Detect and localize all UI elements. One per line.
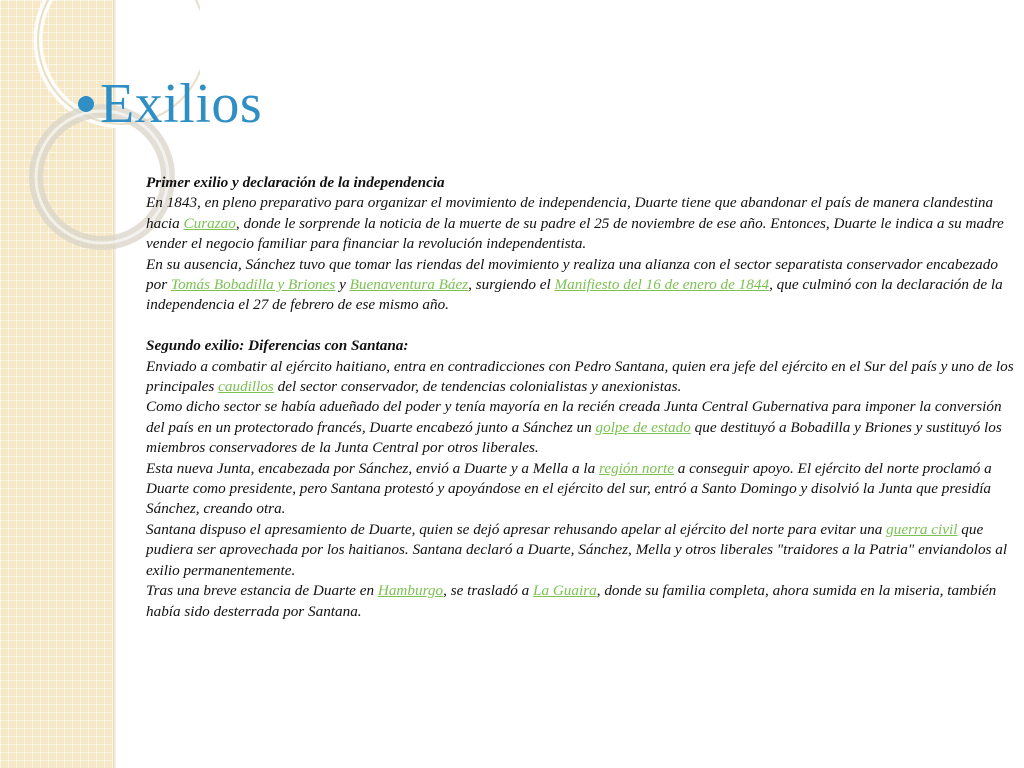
section-heading-1: Primer exilio y declaración de la independencia: [146, 174, 445, 191]
text-run: que pudiera ser aprovechada por los haitianos. Santana declaró a Duarte, Sánchez, Mella y otros liberales "traidores a la Patria" enviandolos al exilio permanentemente.: [146, 520, 1008, 579]
text-run: que destituyó a Bobadilla y Briones y sustituyó los miembros conservadores de la Junta Central por otros liberales.: [146, 418, 1002, 457]
link-caudillos[interactable]: caudillos: [218, 378, 274, 396]
text-run: , surgiendo el: [468, 276, 555, 294]
link-la-guaira[interactable]: La Guaira: [533, 582, 597, 600]
text-run: a conseguir apoyo. El ejército del norte proclamó a Duarte como presidente, pero Santana protestó y apoyándose en el ejército del sur, entró a Santo Domingo y disolvió la Junta que presidía Sánchez, creando otra.: [146, 459, 992, 518]
paragraph: [146, 581, 1014, 622]
link-tomas-bobadilla[interactable]: Tomás Bobadilla y Briones: [170, 276, 336, 294]
text-run: , se trasladó a: [443, 582, 533, 600]
link-guerra-civil[interactable]: guerra civil: [886, 520, 958, 538]
section-heading-2: Segundo exilio: Diferencias con Santana:: [146, 337, 409, 355]
slide-title: Exilios: [100, 73, 263, 135]
text-run: y: [335, 276, 350, 294]
paragraph: [146, 459, 1014, 520]
paragraph: [146, 193, 1014, 254]
link-manifiesto[interactable]: Manifiesto del 16 de enero de 1844: [554, 276, 770, 294]
text-run: Tras una breve estancia de Duarte en: [146, 582, 378, 600]
text-run: del sector conservador, de tendencias colonialistas y anexionistas.: [273, 378, 682, 396]
link-golpe-de-estado[interactable]: golpe de estado: [595, 418, 691, 436]
text-run: , donde su familia completa, ahora sumida en la miseria, también había sido desterrada por Santana.: [146, 582, 997, 620]
text-run: Santana dispuso el apresamiento de Duarte, quien se dejó apresar rehusando apelar al ejército del norte para evitar una: [146, 520, 887, 538]
bullet-icon: [78, 96, 94, 112]
text-run: , donde le sorprende la noticia de la muerte de su padre el 25 de noviembre de ese año. Entonces, Duarte le indica a su madre vender el negocio familiar para financiar la revolución independentista.: [146, 214, 1004, 253]
link-buenaventura-baez[interactable]: Buenaventura Báez: [349, 276, 469, 294]
text-run: Esta nueva Junta, encabezada por Sánchez, envió a Duarte y a Mella a la: [146, 459, 599, 477]
slide-body: [146, 173, 1014, 622]
text-run: En 1843, en pleno preparativo para organizar el movimiento de independencia, Duarte tiene que abandonar el país de manera clandestina hacia: [146, 194, 994, 232]
text-run: En su ausencia, Sánchez tuvo que tomar las riendas del movimiento y realiza una alianza con el sector separatista conservador encabezado por: [146, 255, 998, 294]
title-row: [78, 74, 262, 134]
paragraph: [146, 520, 1014, 581]
paragraph-gap: [146, 316, 1014, 336]
paragraph: [146, 397, 1014, 458]
text-run: , que culminó con la declaración de la independencia el 27 de febrero de ese mismo año.: [146, 276, 1003, 314]
link-region-norte[interactable]: región norte: [599, 459, 674, 477]
text-run: Como dicho sector se había adueñado del poder y tenía mayoría en la recién creada Junta Central Gubernativa para imponer la conversión del país en un protectorado francés, Duarte encabezó junto a Sánchez un: [146, 398, 1002, 436]
text-run: Enviado a combatir al ejército haitiano, entra en contradicciones con Pedro Santana, quien era jefe del ejército en el Sur del país y uno de los principales: [146, 357, 1014, 396]
link-curazao[interactable]: Curazao: [183, 214, 236, 232]
paragraph: [146, 255, 1014, 316]
link-hamburgo[interactable]: Hamburgo: [377, 582, 444, 600]
paragraph: [146, 357, 1014, 398]
